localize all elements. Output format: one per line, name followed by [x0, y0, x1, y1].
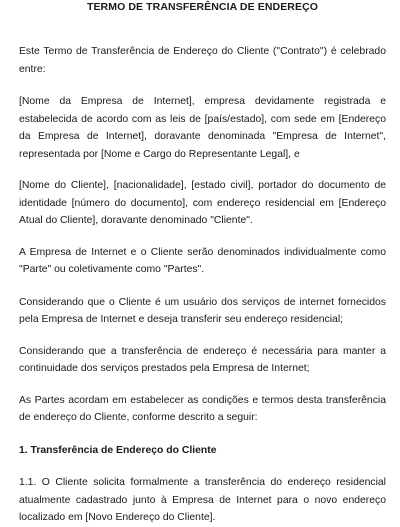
intro-paragraph: Este Termo de Transferência de Endereço do Cliente ("Contrato") é celebrado entre: — [19, 46, 386, 75]
clause-1-1: 1.1. O Cliente solicita formalmente a transferência do endereço residencial atualmente cadastrado junto à Empresa de Internet para o novo endereço localizado em [Novo Endereço do Cliente]. — [19, 477, 386, 523]
section-heading-1: 1. Transferência de Endereço do Cliente — [19, 444, 217, 456]
whereas-paragraph-2: Considerando que a transferência de endereço é necessária para manter a continuidade dos serviços prestados pela Empresa de Internet; — [19, 345, 386, 374]
company-party-paragraph: [Nome da Empresa de Internet], empresa devidamente registrada e estabelecida de acordo com as leis de [país/estado], com sede em [Endereço da Empresa de Internet], doravante denominada "Empresa de Internet", representada por [Nome e Cargo do Representante Legal], e — [19, 96, 386, 160]
parties-definition-paragraph: A Empresa de Internet e o Cliente serão denominados individualmente como "Parte" ou coletivamente como "Partes". — [19, 246, 386, 275]
whereas-paragraph-1: Considerando que o Cliente é um usuário dos serviços de internet fornecidos pela Empresa de Internet e deseja transferir seu endereço residencial; — [19, 296, 386, 325]
document-title: TERMO DE TRANSFERÊNCIA DE ENDEREÇO — [86, 1, 319, 13]
client-party-paragraph: [Nome do Cliente], [nacionalidade], [estado civil], portador do documento de identidade [número do documento], com endereço residencial em [Endereço Atual do Cliente], doravante denominado "Cliente". — [19, 180, 386, 226]
agreement-paragraph: As Partes acordam em estabelecer as condições e termos desta transferência de endereço do Cliente, conforme descrito a seguir: — [19, 394, 386, 423]
